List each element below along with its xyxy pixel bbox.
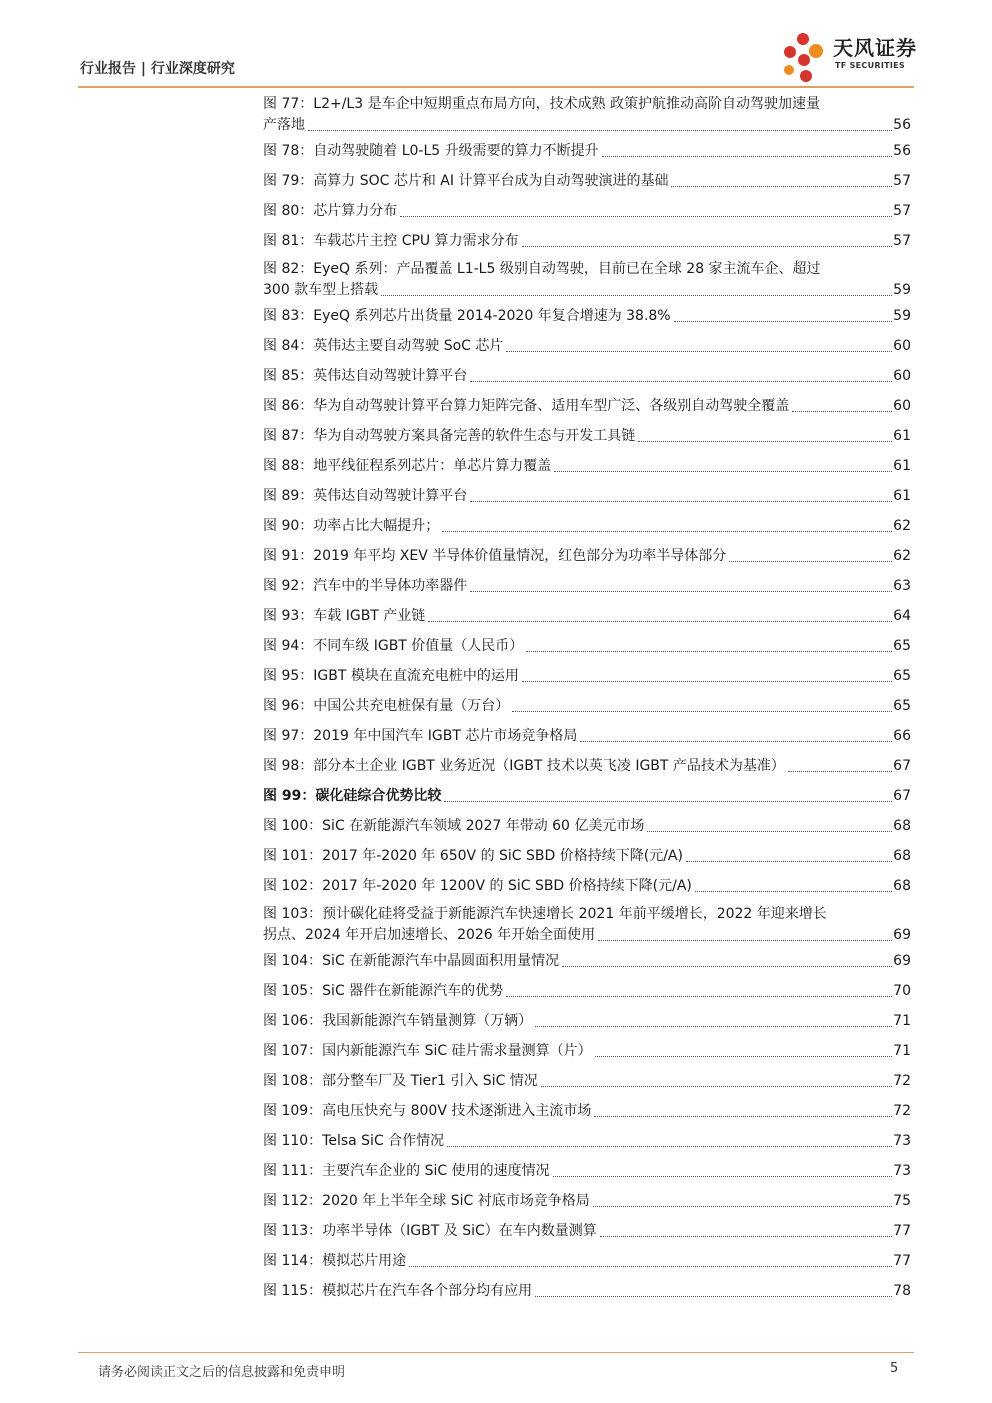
toc-entry-title: 图 85：英伟达自动驾驶计算平台: [263, 368, 468, 384]
toc-entry-title: 图 111：主要汽车企业的 SiC 使用的速度情况: [263, 1163, 550, 1179]
toc-entry-title: 图 100：SiC 在新能源汽车领域 2027 年带动 60 亿美元市场: [263, 818, 645, 834]
toc-entry-title: 图 113：功率半导体（IGBT 及 SiC）在车内数量测算: [263, 1223, 597, 1239]
toc-entry-page: 67: [893, 788, 911, 804]
toc-entry-title: 图 79：高算力 SOC 芯片和 AI 计算平台成为自动驾驶演进的基础: [263, 173, 669, 189]
toc-entry[interactable]: [263, 169, 911, 199]
logo-chinese-name: 天风证券: [833, 36, 917, 60]
toc-entry-page: 62: [893, 518, 911, 534]
toc-entry[interactable]: [263, 334, 911, 364]
dot-leader: [553, 1175, 892, 1177]
company-logo: [778, 30, 928, 86]
toc-entry-title-continued: 300 款车型上搭载: [263, 282, 379, 298]
toc-entry-page: 61: [893, 488, 911, 504]
dot-leader: [686, 860, 892, 862]
toc-entry-page: 64: [893, 608, 911, 624]
toc-entry-title: 图 87：华为自动驾驶方案具备完善的软件生态与开发工具链: [263, 428, 636, 444]
dot-leader: [562, 965, 892, 967]
toc-entry-title: 图 114：模拟芯片用途: [263, 1253, 407, 1269]
page-number: 5: [890, 1361, 899, 1376]
toc-entry-title: 图 77：L2+/L3 是车企中短期重点布局方向，技术成熟 政策护航推动高阶自动驾驶加速量: [263, 96, 821, 112]
toc-entry-title: 图 81：车载芯片主控 CPU 算力需求分布: [263, 233, 519, 249]
dot-leader: [522, 680, 892, 682]
toc-entry-page: 68: [893, 878, 911, 894]
toc-entry-page: 60: [893, 338, 911, 354]
toc-entry-title: 图 108：部分整车厂及 Tier1 引入 SiC 情况: [263, 1073, 538, 1089]
toc-entry-title: 图 80：芯片算力分布: [263, 203, 398, 219]
toc-entry-page: 60: [893, 398, 911, 414]
toc-entry-page: 68: [893, 848, 911, 864]
toc-entry-page: 65: [893, 698, 911, 714]
toc-entry-page: 57: [893, 203, 911, 219]
toc-entry-page: 71: [893, 1013, 911, 1029]
toc-entry-page: 69: [893, 927, 911, 943]
toc-entry[interactable]: [263, 979, 911, 1009]
toc-entry-title-continued: 产落地: [263, 117, 305, 133]
toc-entry-title: 图 115：模拟芯片在汽车各个部分均有应用: [263, 1283, 533, 1299]
toc-entry-page: 61: [893, 428, 911, 444]
toc-entry[interactable]: [263, 454, 911, 484]
dot-leader: [506, 350, 892, 352]
toc-entry[interactable]: [263, 1249, 911, 1279]
toc-entry-page: 77: [893, 1253, 911, 1269]
dot-leader: [381, 294, 892, 296]
toc-entry-title: 图 82：EyeQ 系列：产品覆盖 L1-L5 级别自动驾驶，目前已在全球 28 家主流车企、超过: [263, 261, 821, 277]
toc-entry-title: 图 86：华为自动驾驶计算平台算力矩阵完备、适用车型广泛、各级别自动驾驶全覆盖: [263, 398, 790, 414]
dot-leader: [535, 1295, 892, 1297]
toc-entry-title: 图 94：不同车级 IGBT 价值量（人民币）: [263, 638, 524, 654]
toc-entry-title: 图 89：英伟达自动驾驶计算平台: [263, 488, 468, 504]
toc-entry-page: 56: [893, 143, 911, 159]
toc-entry-title: 图 83：EyeQ 系列芯片出货量 2014-2020 年复合增速为 38.8%: [263, 308, 671, 324]
toc-entry[interactable]: [263, 949, 911, 979]
toc-entry[interactable]: [263, 1189, 911, 1219]
toc-entry-title: 图 97：2019 年中国汽车 IGBT 芯片市场竞争格局: [263, 728, 578, 744]
toc-entry-title: 图 110：Telsa SiC 合作情况: [263, 1133, 445, 1149]
toc-entry[interactable]: [263, 259, 911, 304]
toc-entry[interactable]: [263, 634, 911, 664]
toc-entry[interactable]: [263, 1129, 911, 1159]
toc-entry-title: 图 98：部分本土企业 IGBT 业务近况（IGBT 技术以英飞凌 IGBT 产品技术为基准）: [263, 758, 785, 774]
toc-entry[interactable]: [263, 514, 911, 544]
toc-entry[interactable]: [263, 604, 911, 634]
toc-entry-page: 72: [893, 1103, 911, 1119]
toc-entry-page: 57: [893, 173, 911, 189]
toc-entry[interactable]: [263, 94, 911, 139]
toc-entry-title: 图 105：SiC 器件在新能源汽车的优势: [263, 983, 504, 999]
toc-entry-title: 图 88：地平线征程系列芯片：单芯片算力覆盖: [263, 458, 552, 474]
dot-leader: [695, 890, 892, 892]
dot-leader: [541, 1085, 892, 1087]
toc-entry-page: 59: [893, 308, 911, 324]
toc-entry-title: 图 101：2017 年-2020 年 650V 的 SiC SBD 价格持续下降(元/A): [263, 848, 683, 864]
dot-leader: [792, 410, 892, 412]
toc-entry[interactable]: [263, 544, 911, 574]
toc-entry-title: 图 93：车载 IGBT 产业链: [263, 608, 426, 624]
toc-entry-title: 图 78：自动驾驶随着 L0-L5 升级需要的算力不断提升: [263, 143, 599, 159]
toc-entry-title: 图 96：中国公共充电桩保有量（万台）: [263, 698, 510, 714]
dot-leader: [671, 185, 892, 187]
toc-entry-title-continued: 拐点、2024 年开启加速增长、2026 年开始全面使用: [263, 927, 596, 943]
dot-leader: [447, 1145, 892, 1147]
toc-entry[interactable]: [263, 394, 911, 424]
toc-entry[interactable]: [263, 754, 911, 784]
toc-entry-page: 66: [893, 728, 911, 744]
report-category: 行业报告 | 行业深度研究: [80, 61, 235, 77]
toc-entry-page: 70: [893, 983, 911, 999]
toc-entry[interactable]: [263, 904, 911, 949]
toc-entry-page: 60: [893, 368, 911, 384]
dot-leader: [595, 1055, 892, 1057]
toc-entry-page: 56: [893, 117, 911, 133]
toc-entry[interactable]: [263, 694, 911, 724]
toc-entry[interactable]: [263, 664, 911, 694]
dot-leader: [647, 830, 892, 832]
toc-entry-page: 78: [893, 1283, 911, 1299]
toc-entry[interactable]: [263, 1069, 911, 1099]
toc-entry-page: 61: [893, 458, 911, 474]
toc-entry-title: 图 99：碳化硅综合优势比较: [263, 788, 442, 804]
dot-leader: [535, 1025, 892, 1027]
toc-entry-page: 62: [893, 548, 911, 564]
header-divider: [78, 86, 914, 88]
dot-leader: [409, 1265, 892, 1267]
toc-entry-title: 图 106：我国新能源汽车销量测算（万辆）: [263, 1013, 533, 1029]
toc-entry[interactable]: [263, 874, 911, 904]
toc-entry[interactable]: [263, 199, 911, 229]
toc-entry[interactable]: [263, 814, 911, 844]
toc-entry-page: 57: [893, 233, 911, 249]
toc-entry-title: 图 90：功率占比大幅提升；: [263, 518, 440, 534]
dot-leader: [598, 939, 892, 941]
dot-leader: [580, 740, 892, 742]
toc-entry-page: 63: [893, 578, 911, 594]
toc-entry[interactable]: [263, 1279, 911, 1309]
toc-entry-title: 图 107：国内新能源汽车 SiC 硅片需求量测算（片）: [263, 1043, 592, 1059]
dot-leader: [554, 470, 892, 472]
dot-leader: [470, 500, 892, 502]
toc-entry-page: 73: [893, 1163, 911, 1179]
dot-leader: [788, 770, 892, 772]
toc-entry[interactable]: [263, 1039, 911, 1069]
toc-entry-page: 73: [893, 1133, 911, 1149]
toc-entry-page: 67: [893, 758, 911, 774]
dot-leader: [522, 245, 892, 247]
logo-english-name: TF SECURITIES: [835, 61, 905, 70]
dot-leader: [506, 995, 892, 997]
toc-entry-page: 75: [893, 1193, 911, 1209]
toc-entry[interactable]: [263, 574, 911, 604]
dot-leader: [308, 129, 892, 131]
toc-entry[interactable]: [263, 1099, 911, 1129]
dot-leader: [470, 590, 892, 592]
toc-entry-page: 71: [893, 1043, 911, 1059]
dot-leader: [442, 530, 892, 532]
toc-entry[interactable]: [263, 139, 911, 169]
toc-entry[interactable]: [263, 364, 911, 394]
dot-leader: [526, 650, 892, 652]
toc-entry-title: 图 102：2017 年-2020 年 1200V 的 SiC SBD 价格持续下降(元/A): [263, 878, 692, 894]
toc-entry-title: 图 91：2019 年平均 XEV 半导体价值量情况，红色部分为功率半导体部分: [263, 548, 727, 564]
dot-leader: [470, 380, 892, 382]
footer-disclaimer: 请务必阅读正文之后的信息披露和免责申明: [98, 1365, 346, 1380]
dot-leader: [444, 800, 892, 802]
toc-entry-page: 65: [893, 668, 911, 684]
toc-entry-title: 图 109：高电压快充与 800V 技术逐渐进入主流市场: [263, 1103, 592, 1119]
toc-entry[interactable]: [263, 424, 911, 454]
dot-leader: [674, 320, 892, 322]
toc-entry[interactable]: [263, 1009, 911, 1039]
toc-entry-title: 图 112：2020 年上半年全球 SiC 衬底市场竞争格局: [263, 1193, 590, 1209]
toc-entry[interactable]: [263, 484, 911, 514]
toc-entry-page: 65: [893, 638, 911, 654]
toc-entry[interactable]: [263, 229, 911, 259]
dot-leader: [400, 215, 892, 217]
dot-leader: [428, 620, 892, 622]
toc-entry-page: 72: [893, 1073, 911, 1089]
toc-entry[interactable]: [263, 304, 911, 334]
toc-entry[interactable]: [263, 1219, 911, 1249]
dot-leader: [593, 1205, 892, 1207]
toc-entry-page: 68: [893, 818, 911, 834]
dot-leader: [602, 155, 892, 157]
dot-leader: [729, 560, 892, 562]
dot-leader: [594, 1115, 892, 1117]
toc-entry[interactable]: [263, 784, 911, 814]
figure-list: [263, 94, 911, 1309]
toc-entry[interactable]: [263, 1159, 911, 1189]
dot-leader: [600, 1235, 892, 1237]
dot-leader: [512, 710, 892, 712]
toc-entry-page: 59: [893, 282, 911, 298]
toc-entry-page: 77: [893, 1223, 911, 1239]
logo-flower-icon: [778, 30, 830, 86]
toc-entry-title: 图 104：SiC 在新能源汽车中晶圆面积用量情况: [263, 953, 560, 969]
toc-entry-page: 69: [893, 953, 911, 969]
footer-divider: [78, 1352, 914, 1353]
toc-entry-title: 图 84：英伟达主要自动驾驶 SoC 芯片: [263, 338, 504, 354]
toc-entry-title: 图 95：IGBT 模块在直流充电桩中的运用: [263, 668, 519, 684]
toc-entry[interactable]: [263, 844, 911, 874]
dot-leader: [638, 440, 892, 442]
toc-entry-title: 图 103：预计碳化硅将受益于新能源汽车快速增长 2021 年前平缓增长，2022 年迎来增长: [263, 906, 827, 922]
toc-entry-title: 图 92：汽车中的半导体功率器件: [263, 578, 468, 594]
toc-entry[interactable]: [263, 724, 911, 754]
